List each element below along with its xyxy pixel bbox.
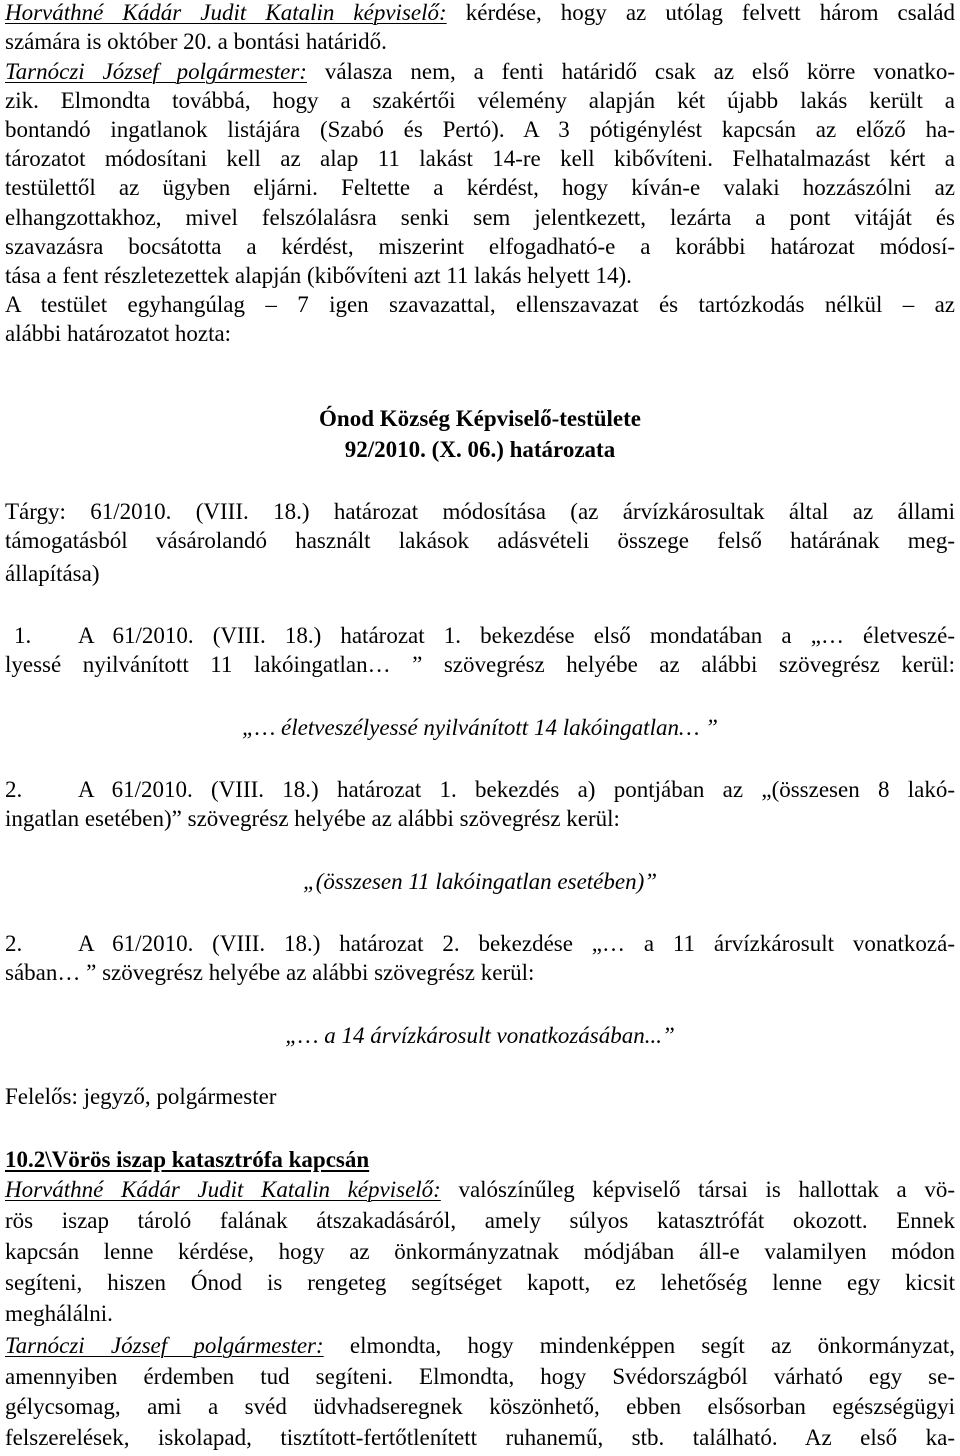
paragraph-line: elhangzottakhoz, mivel felszólalásra senki sem jelentkezett, lezárta a pont vitáját és	[5, 205, 955, 230]
paragraph-line: rös iszap tároló falának átszakadásáról, amely súlyos katasztrófát okozott. Ennek	[5, 1208, 955, 1233]
line-text: valószínűleg képviselő társai is hallottak a vö-	[458, 1177, 956, 1202]
speaker-label: Horváthné Kádár Judit Katalin képviselő:	[5, 0, 447, 25]
speaker-label: Tarnóczi József polgármester:	[5, 1333, 324, 1358]
paragraph-line: meghálálni.	[5, 1301, 113, 1326]
line-text: válasza nem, a fenti határidő csak az első körre vonatko-	[324, 59, 955, 84]
list-item-number: 2.	[5, 931, 23, 956]
list-item-text: A 61/2010. (VIII. 18.) határozat 1. bekezdése első mondatában a „… életveszé-	[78, 623, 955, 648]
list-item-number: 1.	[14, 623, 32, 648]
list-item	[5, 775, 955, 804]
paragraph-line: testülettől az ügyben eljárni. Feltette a kérdést, hogy kíván-e valaki hozzászólni az	[5, 175, 955, 200]
paragraph-line: amennyiben érdemben tud segíteni. Elmondta, hogy Svédországból várható egy se-	[5, 1364, 955, 1389]
subject-line: támogatásból vásárolandó használt lakások adásvételi összege felső határának meg-	[5, 528, 955, 553]
section-heading-text: 10.2\Vörös iszap katasztrófa kapcsán	[5, 1147, 370, 1172]
paragraph-line: alábbi határozatot hozta:	[5, 321, 232, 346]
list-item-number: 2.	[5, 777, 23, 802]
list-item-continuation: ingatlan esetében)” szövegrész helyébe az alábbi szövegrész kerül:	[5, 806, 620, 831]
list-item-text: A 61/2010. (VIII. 18.) határozat 2. bekezdése „… a 11 árvízkárosult vonatkozá-	[78, 931, 955, 956]
paragraph-line	[5, 0, 955, 27]
paragraph-line	[5, 1175, 955, 1204]
paragraph-line	[5, 1331, 955, 1360]
paragraph-line: A testület egyhangúlag – 7 igen szavazattal, ellenszavazat és tartózkodás nélkül – az	[5, 292, 955, 317]
line-text: kérdése, hogy az utólag felvett három család	[465, 0, 955, 25]
paragraph-line: szavazásra bocsátotta a kérdést, miszerint elfogadható-e a korábbi határozat módosí-	[5, 234, 955, 259]
paragraph-line	[5, 57, 955, 86]
line-text: elmondta, hogy mindenképpen segít az önkormányzat,	[349, 1333, 955, 1358]
list-item-text: A 61/2010. (VIII. 18.) határozat 1. bekezdés a) pontjában az „(összesen 8 lakó-	[78, 777, 955, 802]
responsible-line: Felelős: jegyző, polgármester	[5, 1084, 277, 1109]
speaker-label: Horváthné Kádár Judit Katalin képviselő:	[5, 1177, 441, 1202]
resolution-issuer: Ónod Község Képviselő-testülete	[319, 406, 641, 431]
subject-line: Tárgy: 61/2010. (VIII. 18.) határozat módosítása (az árvízkárosultak által az állami	[5, 499, 955, 524]
paragraph-line: tározatot módosítani kell az alap 11 lakást 14-re kell kibővíteni. Felhatalmazást kért a	[5, 146, 955, 171]
subject-line: állapítása)	[5, 561, 100, 586]
paragraph-line: zik. Elmondta továbbá, hogy a szakértői vélemény alapján két újabb lakás került a	[5, 88, 955, 113]
list-item-continuation: sában… ” szövegrész helyébe az alábbi szövegrész kerül:	[5, 960, 535, 985]
resolution-number: 92/2010. (X. 06.) határozata	[344, 437, 616, 462]
paragraph-line: tása a fent részletezettek alapján (kibővíteni azt 11 lakás helyett 14).	[5, 263, 632, 288]
paragraph-line: számára is október 20. a bontási határidő.	[5, 29, 387, 54]
paragraph-line: bontandó ingatlanok listájára (Szabó és Pertó). A 3 pótigénylést kapcsán az előző ha-	[5, 117, 955, 142]
paragraph-line: gélycsomag, ami a svéd üdvhadseregnek köszönhető, ebben elsősorban egészségügyi	[5, 1394, 955, 1419]
quoted-replacement: „(összesen 11 lakóingatlan esetében)”	[302, 869, 658, 894]
list-item-continuation: lyessé nyilvánított 11 lakóingatlan… ” szövegrész helyébe az alábbi szövegrész kerül:	[5, 652, 955, 677]
paragraph-line: segíteni, hiszen Ónod is rengeteg segítséget kapott, ez lehetőség lenne egy kicsit	[5, 1270, 955, 1295]
list-item	[5, 621, 955, 650]
paragraph-line: felszerelések, iskolapad, tisztított-fertőtlenített ruhanemű, stb. található. Az első ka-	[5, 1425, 955, 1450]
section-heading	[5, 1145, 955, 1174]
speaker-label: Tarnóczi József polgármester:	[5, 59, 307, 84]
paragraph-line: kapcsán lenne kérdése, hogy az önkormányzatnak módjában áll-e valamilyen módon	[5, 1239, 955, 1264]
quoted-replacement: „… életveszélyessé nyilvánított 14 lakóingatlan… ”	[242, 715, 718, 740]
list-item	[5, 929, 955, 958]
quoted-replacement: „… a 14 árvízkárosult vonatkozásában...”	[285, 1023, 675, 1048]
